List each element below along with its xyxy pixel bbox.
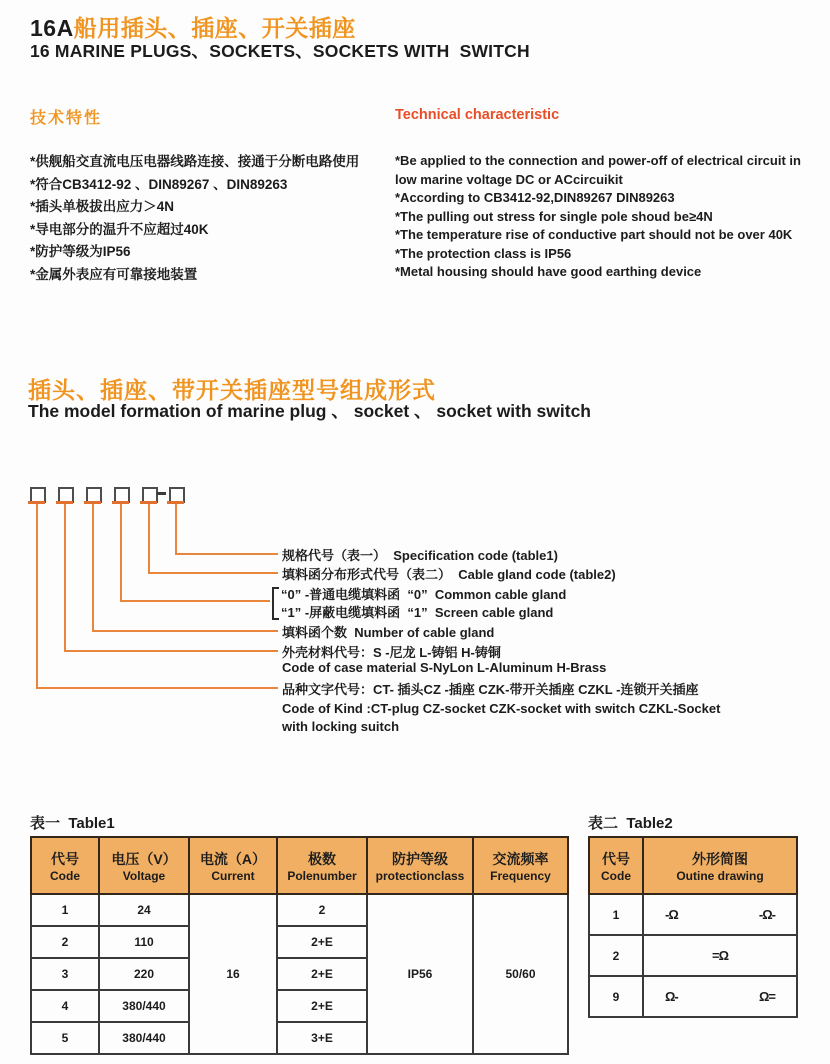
gland-drawing-row <box>645 907 795 922</box>
diagram-connector-line <box>148 504 150 574</box>
header-label-cn: 防护等级 <box>392 850 448 867</box>
table1-header-cell <box>99 837 189 894</box>
page-subtitle: 16 MARINE PLUGS、SOCKETS、SOCKETS WITH SWITCH <box>30 41 530 61</box>
cable-gland-symbol: -Ω- <box>758 907 775 922</box>
table1-header-cell <box>31 837 99 894</box>
voltage-cell: 24 <box>99 894 189 926</box>
code-cell: 4 <box>31 990 99 1022</box>
frequency-cell: 50/60 <box>473 894 568 1054</box>
diagram-connector-line <box>93 630 278 632</box>
diagram-connector-line <box>176 553 278 555</box>
diagram-connector-line <box>175 504 177 555</box>
tech-items-en <box>395 152 815 282</box>
bracket-shape <box>272 587 279 620</box>
polenumber-cell: 2+E <box>277 926 367 958</box>
header-label-cn: 代号 <box>602 850 630 867</box>
tech-item-en: *According to CB3412-92,DIN89267 DIN89263 <box>395 190 675 205</box>
protection-cell: IP56 <box>367 894 473 1054</box>
code-cell: 9 <box>589 976 643 1017</box>
tech-heading-en: Technical characteristic <box>395 107 560 123</box>
model-heading-en: The model formation of marine plug 、 socket 、 socket with switch <box>28 401 591 421</box>
voltage-cell: 110 <box>99 926 189 958</box>
code-cell: 1 <box>589 894 643 935</box>
table1-header-cell <box>473 837 568 894</box>
diagram-connector-line <box>36 504 38 689</box>
gland-drawing-row <box>645 989 795 1004</box>
polenumber-cell: 2+E <box>277 990 367 1022</box>
tech-item-en: *The protection class is IP56 <box>395 245 572 261</box>
table2-caption: 表二 Table2 <box>588 815 673 832</box>
diagram-connector-line <box>64 504 66 652</box>
tech-item-cn: *供舰船交直流电压电器线路连接、接通于分断电路使用 <box>30 154 360 169</box>
header-label-en: protectionclass <box>375 868 465 883</box>
table2-header-cell <box>589 837 643 894</box>
table1-header-cell <box>189 837 277 894</box>
tech-item-cn: *符合CB3412-92 、DIN89267 、DIN89263 <box>30 176 288 192</box>
header-label-en: Outine drawing <box>676 868 764 883</box>
diagram-label: 品种文字代号：CT- 插头CZ -插座 CZK-带开关插座 CZKL -连锁开关插座 <box>282 682 699 697</box>
tech-item-cn: *插头单极拔出应力＞4N <box>30 199 175 214</box>
diagram-label: 规格代号（表一） Specification code (table1) <box>282 548 558 563</box>
header-label-cn: 极数 <box>308 850 336 867</box>
table1-header-row <box>31 837 568 894</box>
tech-heading-cn: 技术特性 <box>30 110 103 127</box>
cable-gland-symbol: =Ω <box>711 948 728 963</box>
diagram-label: Code of Kind :CT-plug CZ-socket CZK-socket with switch CZKL-Socket <box>282 701 721 716</box>
tech-item-en: *The pulling out stress for single pole shoud be≥4N <box>395 208 713 224</box>
diagram-connector-line <box>121 600 270 602</box>
tech-item-cn: *防护等级为IP56 <box>30 244 131 259</box>
box-separator-dash <box>157 492 166 495</box>
code-cell: 2 <box>589 935 643 976</box>
tech-items-cn <box>30 151 395 286</box>
polenumber-cell: 3+E <box>277 1022 367 1054</box>
cable-gland-symbol: Ω= <box>758 989 775 1004</box>
tech-item-cn: *金属外表应有可靠接地装置 <box>30 266 198 282</box>
table2-header-cell <box>643 837 797 894</box>
code-cell: 3 <box>31 958 99 990</box>
table-row <box>31 894 568 926</box>
header-label-en: Code <box>601 868 631 883</box>
tech-item-en: *Be applied to the connection and power-off of electrical circuit in low marine voltage DC or ACcircuikit <box>395 153 801 187</box>
table1-header-cell <box>277 837 367 894</box>
diagram-label: 外壳材料代号：S -尼龙 L-铸铝 H-铸铜 <box>282 645 501 660</box>
diagram-label: with locking suitch <box>282 719 400 734</box>
header-label-en: Current <box>211 868 255 883</box>
diagram-connector-line <box>120 504 122 602</box>
diagram-label: Code of case material S-NyLon L-Aluminum H-Brass <box>282 660 607 675</box>
code-cell: 5 <box>31 1022 99 1054</box>
tech-item-en: *Metal housing should have good earthing device <box>395 264 702 279</box>
header-label-en: Frequency <box>490 868 551 883</box>
header-label-en: Polenumber <box>287 868 357 883</box>
header-label-cn: 代号 <box>51 850 79 867</box>
gland-drawing-row <box>645 948 795 963</box>
table-row <box>589 894 797 935</box>
cable-gland-symbol: -Ω <box>665 907 678 922</box>
table2-header-row <box>589 837 797 894</box>
diagram-label: 填料函个数 Number of cable gland <box>282 625 495 640</box>
polenumber-cell: 2 <box>277 894 367 926</box>
header-label-cn: 电压（V） <box>111 850 177 867</box>
diagram-connector-line <box>149 572 278 574</box>
cable-gland-symbol: Ω- <box>665 989 678 1004</box>
table-row <box>589 976 797 1017</box>
table1-header-cell <box>367 837 473 894</box>
voltage-cell: 380/440 <box>99 1022 189 1054</box>
header-label-cn: 电流（A） <box>199 850 267 867</box>
diagram-connector-line <box>92 504 94 632</box>
table-row <box>589 935 797 976</box>
header-label-cn: 交流频率 <box>492 850 549 867</box>
outline-drawing-cell <box>643 976 797 1017</box>
header-label-en: Code <box>50 868 80 883</box>
diagram-connector-line <box>37 687 278 689</box>
outline-drawing-cell <box>643 935 797 976</box>
diagram-connector-line <box>65 650 278 652</box>
tech-item-cn: *导电部分的温升不应超过40K <box>30 221 209 237</box>
table1-caption: 表一 Table1 <box>30 815 115 832</box>
outline-drawing-cell <box>643 894 797 935</box>
diagram-label: “1” -屏蔽电缆填料函 “1” Screen cable gland <box>281 605 554 620</box>
current-cell: 16 <box>189 894 277 1054</box>
diagram-label: “0” -普通电缆填料函 “0” Common cable gland <box>281 587 567 602</box>
code-cell: 1 <box>31 894 99 926</box>
code-cell: 2 <box>31 926 99 958</box>
tech-item-en: *The temperature rise of conductive part should not be over 40K <box>395 227 793 242</box>
title-prefix: 16A <box>30 15 74 41</box>
specification-table <box>30 836 569 1055</box>
cable-gland-table <box>588 836 798 1018</box>
diagram-label: 填料函分布形式代号（表二） Cable gland code (table2) <box>282 567 616 582</box>
model-heading-cn: 插头、插座、带开关插座型号组成形式 <box>28 377 436 403</box>
title-chinese: 船用插头、插座、开关插座 <box>73 15 356 41</box>
header-label-cn: 外形简图 <box>692 850 748 867</box>
polenumber-cell: 2+E <box>277 958 367 990</box>
voltage-cell: 380/440 <box>99 990 189 1022</box>
header-label-en: Voltage <box>122 868 166 883</box>
voltage-cell: 220 <box>99 958 189 990</box>
